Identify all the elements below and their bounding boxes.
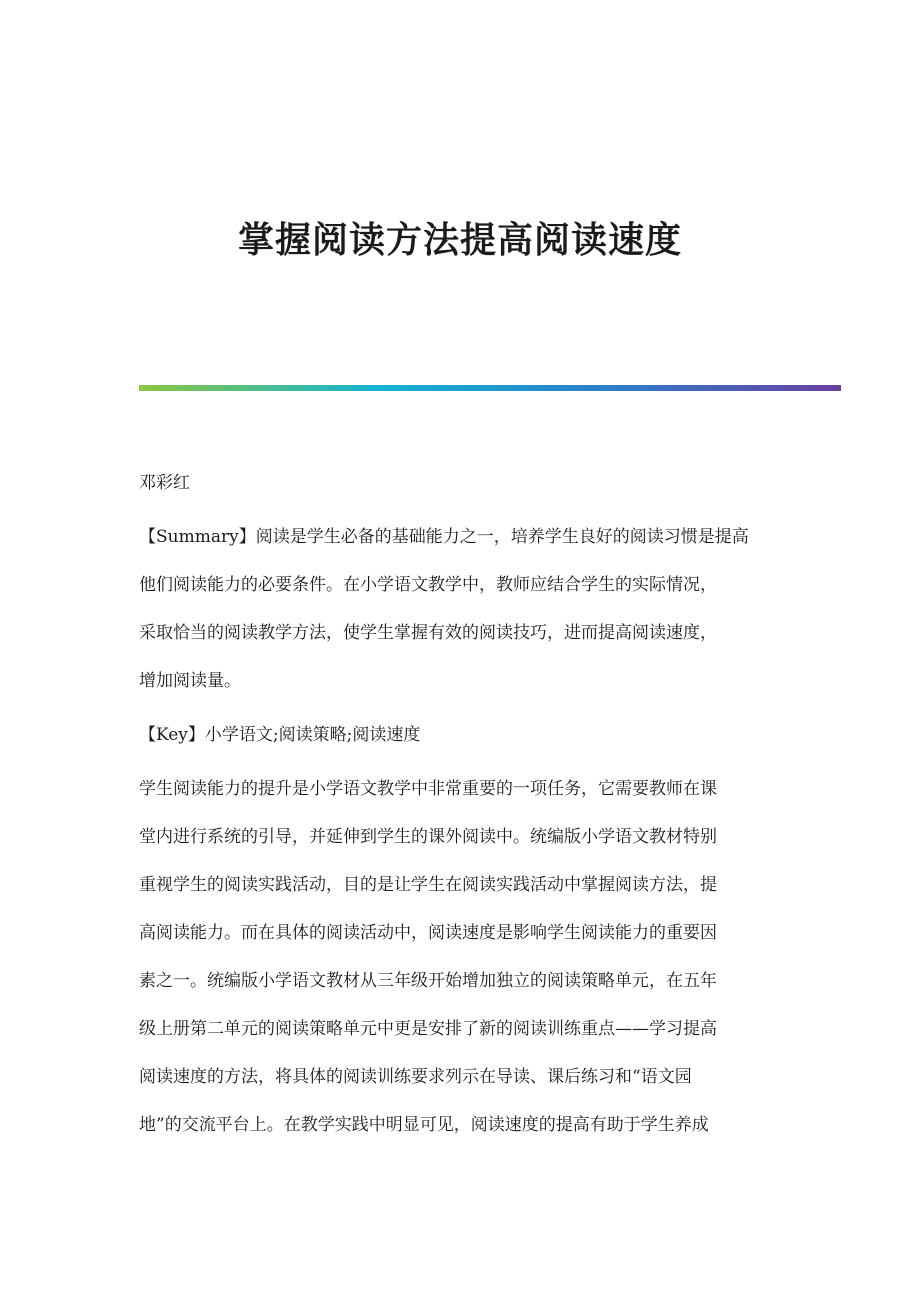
summary-line: 【Summary】阅读是学生必备的基础能力之一，培养学生良好的阅读习惯是提高 [139,527,749,547]
document-body [139,468,779,1164]
body-line: 地”的交流平台上。在教学实践中明显可见，阅读速度的提高有助于学生养成 [139,1115,709,1135]
body-line: 重视学生的阅读实践活动，目的是让学生在阅读实践活动中掌握阅读方法，提 [139,875,717,895]
summary-line: 增加阅读量。 [139,671,241,691]
summary-paragraph [139,522,779,696]
gradient-divider [139,385,841,391]
body-paragraph [139,774,779,1140]
body-line: 级上册第二单元的阅读策略单元中更是安排了新的阅读训练重点——学习提高 [139,1019,717,1039]
keywords-paragraph [139,720,779,750]
body-line: 堂内进行系统的引导，并延伸到学生的课外阅读中。统编版小学语文教材特别 [139,827,717,847]
summary-line: 他们阅读能力的必要条件。在小学语文教学中，教师应结合学生的实际情况， [139,575,717,595]
body-line: 阅读速度的方法，将具体的阅读训练要求列示在导读、课后练习和“语文园 [139,1067,692,1087]
author-name: 邓彩红 [139,473,190,493]
body-line: 素之一。统编版小学语文教材从三年级开始增加独立的阅读策略单元，在五年 [139,971,717,991]
body-line: 高阅读能力。而在具体的阅读活动中，阅读速度是影响学生阅读能力的重要因 [139,923,717,943]
summary-line: 采取恰当的阅读教学方法，使学生掌握有效的阅读技巧，进而提高阅读速度， [139,623,717,643]
body-line: 学生阅读能力的提升是小学语文教学中非常重要的一项任务，它需要教师在课 [139,779,717,799]
document-title: 掌握阅读方法提高阅读速度 [237,219,682,261]
keywords-line: 【Key】小学语文;阅读策略;阅读速度 [139,725,421,745]
